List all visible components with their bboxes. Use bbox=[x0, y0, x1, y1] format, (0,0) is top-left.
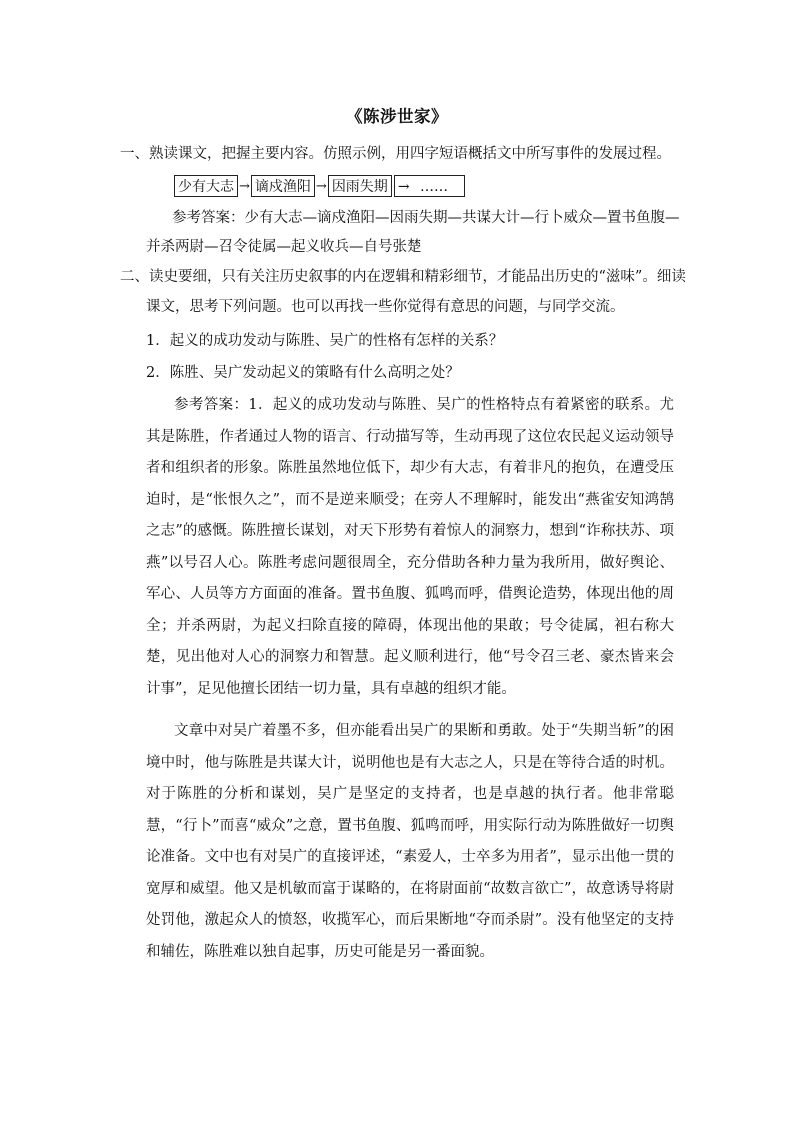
event-flow-diagram bbox=[174, 174, 465, 198]
flow-step-1: 少有大志 bbox=[174, 175, 238, 197]
flow-ellipsis: …… bbox=[420, 179, 448, 195]
flow-arrow-icon: → bbox=[397, 179, 410, 195]
question-1-answer-line-2: 并杀两尉—召令徒属—起义收兵—自号张楚 bbox=[146, 239, 422, 255]
question-1-prompt: 一、熟读课文，把握主要内容。仿照示例，用四字短语概括文中所写事件的发展过程。 bbox=[120, 146, 671, 162]
flow-arrow-icon: → bbox=[315, 178, 327, 194]
question-2-sub-1: 1．起义的成功发动与陈胜、吴广的性格有怎样的关系？ bbox=[146, 333, 504, 349]
answer-paragraph-1: 参考答案：1．起义的成功发动与陈胜、吴广的性格特点有着紧密的联系。尤其是陈胜，作者通过人物的语言、行动描写等，生动再现了这位农民起义运动领导者和组织者的形象。陈胜虽然地位低下，却少有大志，有着非凡的抱负，在遭受压迫时，是“怅恨久之”，而不是逆来顺受；在旁人不理解时，能发出“燕雀安知鸿鹄之志”的感慨。陈胜擅长谋划，对天下形势有着惊人的洞察力，想到“诈称扶苏、项燕”以号召人心。陈胜考虑问题很周全，充分借助各种力量为我所用，做好舆论、军心、人员等方方面面的准备。置书鱼腹、狐鸣而呼，借舆论造势，体现出他的周全；并杀两尉，为起义扫除直接的障碍，体现出他的果敢；号令徒属，袒右称大楚，见出他对人心的洞察力和智慧。起义顺利进行，他“号令召三老、豪杰皆来会计事”，足见他擅长团结一切力量，具有卓越的组织才能。 bbox=[146, 397, 674, 697]
question-1-answer-line-1: 参考答案：少有大志—谪戍渔阳—因雨失期—共谋大计—行卜威众—置书鱼腹— bbox=[172, 210, 680, 226]
question-2-prompt-line-1: 二、读史要细，只有关注历史叙事的内在逻辑和精彩细节，才能品出历史的“滋味”。细读 bbox=[120, 269, 686, 285]
question-2-prompt-line-2: 课文，思考下列问题。也可以再找一些你觉得有意思的问题，与同学交流。 bbox=[146, 299, 625, 315]
flow-step-4 bbox=[394, 175, 465, 197]
flow-step-2: 谪戍渔阳 bbox=[251, 175, 315, 197]
document-title: 《陈涉世家》 bbox=[346, 107, 448, 126]
answer-paragraph-2: 文章中对吴广着墨不多，但亦能看出吴广的果断和勇敢。处于“失期当斩”的困境中时，他与陈胜是共谋大计，说明他也是有大志之人，只是在等待合适的时机。对于陈胜的分析和谋划，吴广是坚定的支持者，也是卓越的执行者。他非常聪慧，“行卜”而喜“威众”之意，置书鱼腹、狐鸣而呼，用实际行动为陈胜做好一切舆论准备。文中也有对吴广的直接评述，“素爱人，士卒多为用者”，显示出他一贯的宽厚和威望。他又是机敏而富于谋略的，在将尉面前“故数言欲亡”，故意诱导将尉处罚他，激起众人的愤怒，收揽军心，而后果断地“夺而杀尉”。没有他坚定的支持和辅佐，陈胜难以独自起事，历史可能是另一番面貌。 bbox=[146, 723, 674, 960]
flow-step-3: 因雨失期 bbox=[328, 175, 392, 197]
flow-arrow-icon: → bbox=[239, 178, 250, 194]
question-2-sub-2: 2．陈胜、吴广发动起义的策略有什么高明之处？ bbox=[146, 365, 460, 381]
